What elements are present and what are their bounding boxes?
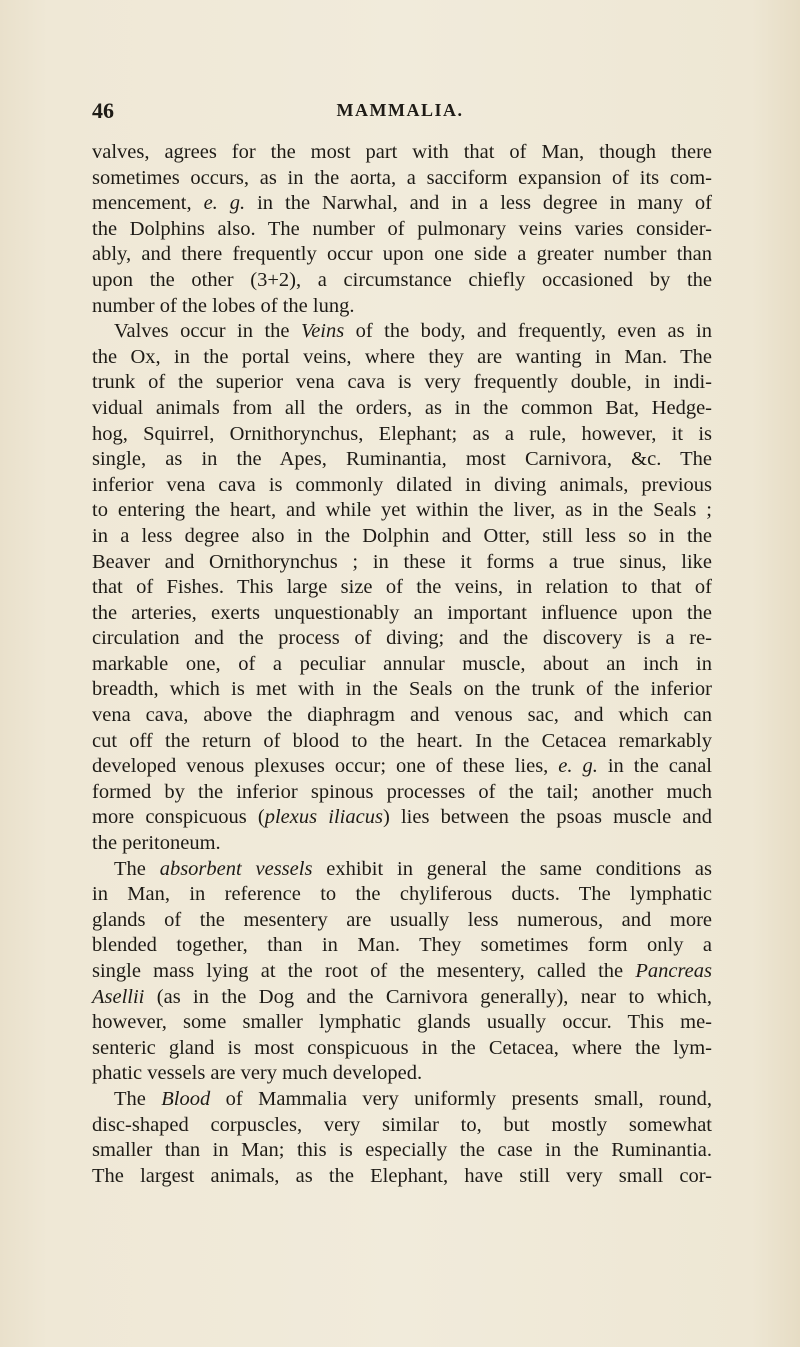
italic-text: Pancreas [635,960,712,982]
text-line [92,166,712,192]
text-run: (as in the Dog and the Carnivora generally), near to which, [144,985,712,1008]
text-run: breadth, which is met with in the Seals on the trunk of the inferior [92,678,712,701]
text-line [92,882,712,908]
text-line [92,140,712,166]
text-run: vena cava, above the diaphragm and venous sac, and which can [92,704,712,727]
text-run: cut off the return of blood to the heart. In the Cetacea remarkably [92,729,712,752]
text-line [92,217,712,243]
text-run: glands of the mesentery are usually less numerous, and more [92,908,712,931]
text-run: phatic vessels are very much developed. [92,1062,423,1085]
text-line [92,575,712,601]
text-run: Beaver and Ornithorynchus ; in these it forms a true sinus, like [92,550,712,573]
text-run: valves, agrees for the most part with that of Man, though there [92,141,712,163]
italic-text: absorbent vessels [159,857,313,880]
text-line [92,191,712,217]
text-line [92,294,712,320]
text-run: however, some smaller lymphatic glands usually occur. This me- [92,1011,712,1034]
text-run: The largest animals, as the Elephant, have still very small cor- [92,1164,712,1187]
text-line [92,1164,712,1190]
text-run: of the body, and frequently, even as in [344,320,712,343]
italic-text: e. g. [203,192,246,215]
text-run: ably, and there frequently occur upon one side a greater number than [92,243,712,266]
text-line [92,1036,712,1062]
text-line [92,1113,712,1139]
text-run: exhibit in general the same conditions as [312,857,712,880]
text-line [92,729,712,755]
text-line [92,268,712,294]
text-run: blended together, than in Man. They sometimes form only a [92,934,712,957]
text-run: ) lies between the psoas muscle and [382,806,712,829]
text-run: more conspicuous ( [92,806,265,829]
text-line [92,1087,712,1113]
text-line [92,677,712,703]
text-line [92,473,712,499]
text-run: trunk of the superior vena cava is very frequently double, in indi- [92,371,712,394]
text-line [92,831,712,857]
text-run: smaller than in Man; this is especially the case in the Ruminantia. [92,1139,712,1162]
running-head [0,98,800,128]
text-run: inferior vena cava is commonly dilated in diving animals, previous [92,473,712,496]
text-run: in the canal [597,755,712,778]
text-run: Valves occur in the [114,320,301,343]
italic-text: Veins [300,320,345,343]
text-run: The [114,1087,162,1110]
text-line [92,933,712,959]
text-line [92,1061,712,1087]
text-run: formed by the inferior spinous processes of the tail; another much [92,780,712,803]
text-line [92,370,712,396]
text-run: the peritoneum. [92,832,221,855]
text-run: developed venous plexuses occur; one of these lies, [92,755,559,778]
text-run: circulation and the process of diving; and the discovery is a re- [92,627,712,650]
italic-text: Blood [161,1087,211,1110]
text-line [92,345,712,371]
text-line [92,985,712,1011]
text-line [92,908,712,934]
text-line [92,703,712,729]
text-line [92,780,712,806]
text-run: the Dolphins also. The number of pulmonary veins varies consider- [92,217,712,240]
text-run: in Man, in reference to the chyliferous ducts. The lymphatic [92,883,712,906]
text-line [92,754,712,780]
text-line [92,857,712,883]
text-run: to entering the heart, and while yet within the liver, as in the Seals ; [92,499,712,522]
text-line [92,626,712,652]
text-run: single, as in the Apes, Ruminantia, most Carnivora, &c. The [92,448,712,471]
text-run: disc-shaped corpuscles, very similar to, but mostly somewhat [92,1113,712,1136]
paragraph [92,857,712,1087]
text-line [92,396,712,422]
text-run: markable one, of a peculiar annular muscle, about an inch in [92,652,712,675]
text-run: in a less degree also in the Dolphin and Otter, still less so in the [92,524,712,547]
text-run: upon the other (3+2), a circumstance chiefly occasioned by the [92,268,712,291]
text-line [92,550,712,576]
text-run: vidual animals from all the orders, as in the common Bat, Hedge- [92,396,712,419]
text-run: number of the lobes of the lung. [92,294,355,317]
page-number: 46 [92,98,114,123]
text-line [92,242,712,268]
text-run: sometimes occurs, as in the aorta, a sacciform expansion of its com- [92,166,712,189]
text-line [92,652,712,678]
text-line [92,1010,712,1036]
text-line [92,805,712,831]
text-line [92,524,712,550]
text-run: The [114,857,160,880]
text-run: single mass lying at the root of the mesentery, called the [92,960,636,982]
running-title: MAMMALIA. [336,100,464,120]
text-run: in the Narwhal, and in a less degree in many of [245,192,712,215]
text-run: mencement, [92,192,204,215]
text-line [92,319,712,345]
italic-text: plexus iliacus [264,806,383,829]
text-line [92,959,712,985]
body-text [92,140,712,1189]
text-line [92,498,712,524]
text-run: the arteries, exerts unquestionably an important influence upon the [92,601,712,624]
text-run: the Ox, in the portal veins, where they are wanting in Man. The [92,345,712,368]
paragraph [92,1087,712,1189]
italic-text: e. g. [558,755,598,778]
paragraph [92,140,712,319]
text-run: that of Fishes. This large size of the veins, in relation to that of [92,576,712,599]
italic-text: Asellii [92,985,145,1008]
text-run: hog, Squirrel, Ornithorynchus, Elephant; as a rule, however, it is [92,422,712,445]
text-line [92,1138,712,1164]
paragraph [92,319,712,856]
text-line [92,422,712,448]
text-run: senteric gland is most conspicuous in the Cetacea, where the lym- [92,1036,712,1059]
text-line [92,447,712,473]
text-line [92,601,712,627]
text-run: of Mammalia very uniformly presents small, round, [210,1087,713,1110]
